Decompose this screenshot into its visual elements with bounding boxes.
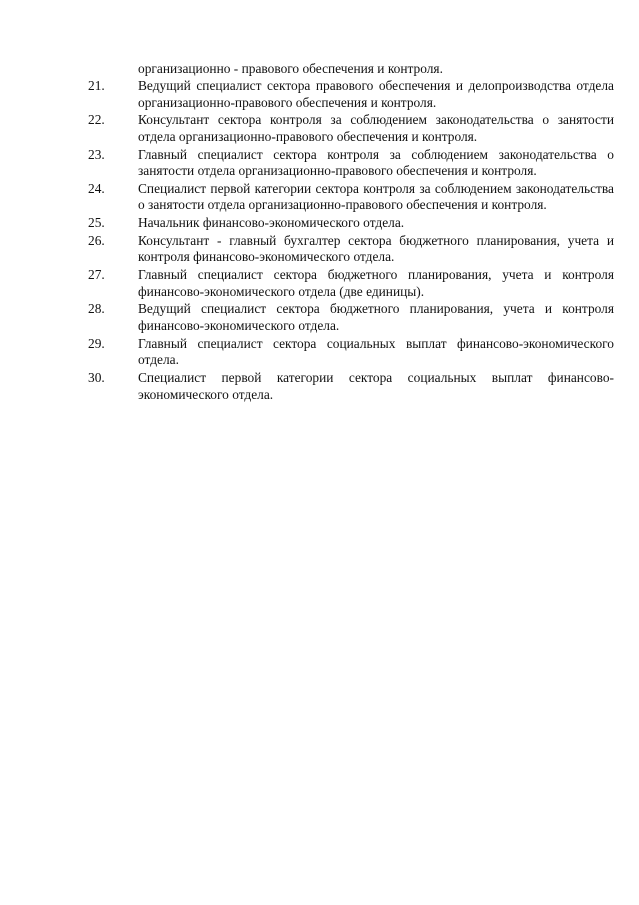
list-item <box>88 370 614 403</box>
list-item <box>88 336 614 369</box>
item-text: Начальник финансово-экономического отдела. <box>138 215 405 231</box>
item-number: 29. <box>88 335 105 351</box>
list-item <box>88 181 614 214</box>
item-number: 30. <box>88 369 105 385</box>
item-text: Главный специалист сектора бюджетного планирования, учета и контроля финансово-экономического отдела (две единицы). <box>138 267 614 299</box>
list-item <box>88 215 614 232</box>
item-number: 28. <box>88 301 105 317</box>
item-text: Специалист первой категории сектора социальных выплат финансово-экономического отдела. <box>138 369 614 402</box>
item-text: Главный специалист сектора контроля за соблюдением законодательства о занятости отдела организационно-правового обеспечения и контроля. <box>138 146 614 179</box>
item-text: Главный специалист сектора социальных выплат финансово-экономического отдела. <box>138 335 614 368</box>
list-item <box>88 78 614 111</box>
item-text: Ведущий специалист сектора правового обеспечения и делопроизводства отдела организационно-правового обеспечения и контроля. <box>138 78 614 110</box>
item-text: Консультант сектора контроля за соблюдением законодательства о занятости отдела организационно-правового обеспечения и контроля. <box>138 112 614 144</box>
position-list <box>88 78 614 404</box>
list-item <box>88 301 614 334</box>
list-item <box>88 233 614 266</box>
item-number: 21. <box>88 78 105 93</box>
list-item <box>88 147 614 180</box>
item-number: 27. <box>88 267 105 283</box>
item-number: 23. <box>88 146 105 162</box>
item-number: 22. <box>88 112 105 128</box>
item-number: 26. <box>88 232 105 248</box>
item-number: 25. <box>88 215 105 231</box>
list-item <box>88 112 614 145</box>
list-item <box>88 267 614 300</box>
item-text: Специалист первой категории сектора контроля за соблюдением законодательства о занятости отдела организационно-правового обеспечения и контроля. <box>138 180 614 213</box>
item-text: Консультант - главный бухгалтер сектора бюджетного планирования, учета и контроля финансово-экономического отдела. <box>138 232 614 265</box>
item-text: Ведущий специалист сектора бюджетного планирования, учета и контроля финансово-экономического отдела. <box>138 301 614 333</box>
item-number: 24. <box>88 180 105 196</box>
continuation-text: организационно - правового обеспечения и контроля. <box>138 61 443 76</box>
